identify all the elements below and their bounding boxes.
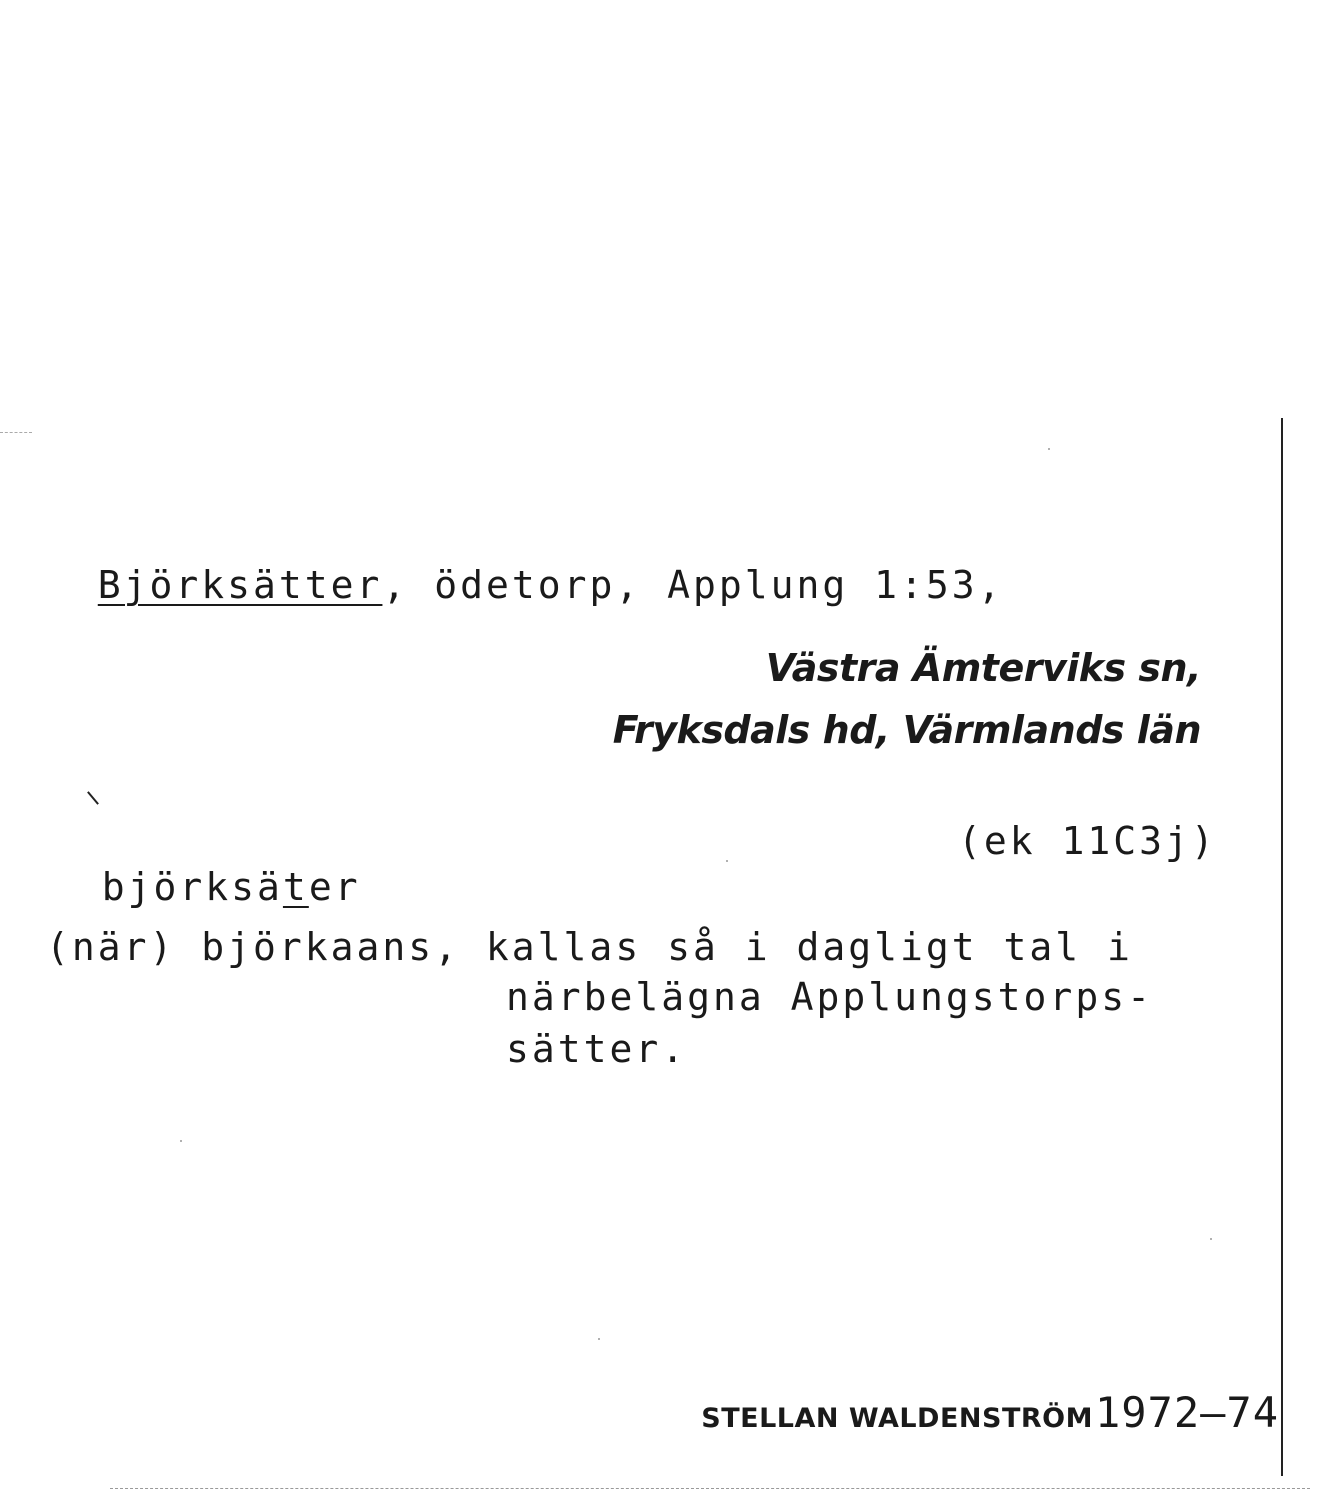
pronunciation [50,830,361,909]
parish-line-2: Fryksdals hd, Värmlands län [612,708,1201,752]
note-line-2: närbelägna Applungstorps- [506,975,1153,1019]
heading-line [46,528,1004,607]
pronunciation-part-1: björksä [101,865,283,909]
heading-details: , ödetorp, Applung 1:53, [382,563,1004,607]
pronunciation-stress-letter: t [282,865,309,909]
collector-name: STELLAN WALDENSTRÖM [701,1403,1093,1434]
speck [598,1338,600,1340]
headword: Björksätter [97,563,383,607]
parish-line-1: Västra Ämterviks sn, [765,646,1201,690]
card-right-edge [1281,418,1283,1476]
card-left-edge [0,432,32,434]
speck [1210,1238,1212,1240]
note-line-1: (när) björkaans, kallas så i dagligt tal i [46,925,1133,969]
speck [1048,448,1050,450]
note-line-3: sätter. [506,1027,688,1071]
speck [180,1140,182,1142]
collection-years: 1972–74 [1094,1388,1279,1437]
card-bottom-edge [110,1488,1310,1490]
accent-mark [87,791,99,805]
pronunciation-part-2: er [308,865,361,909]
speck [726,860,728,862]
collector-signature [701,1388,1279,1437]
map-reference: (ek 11C3j) [958,819,1217,863]
